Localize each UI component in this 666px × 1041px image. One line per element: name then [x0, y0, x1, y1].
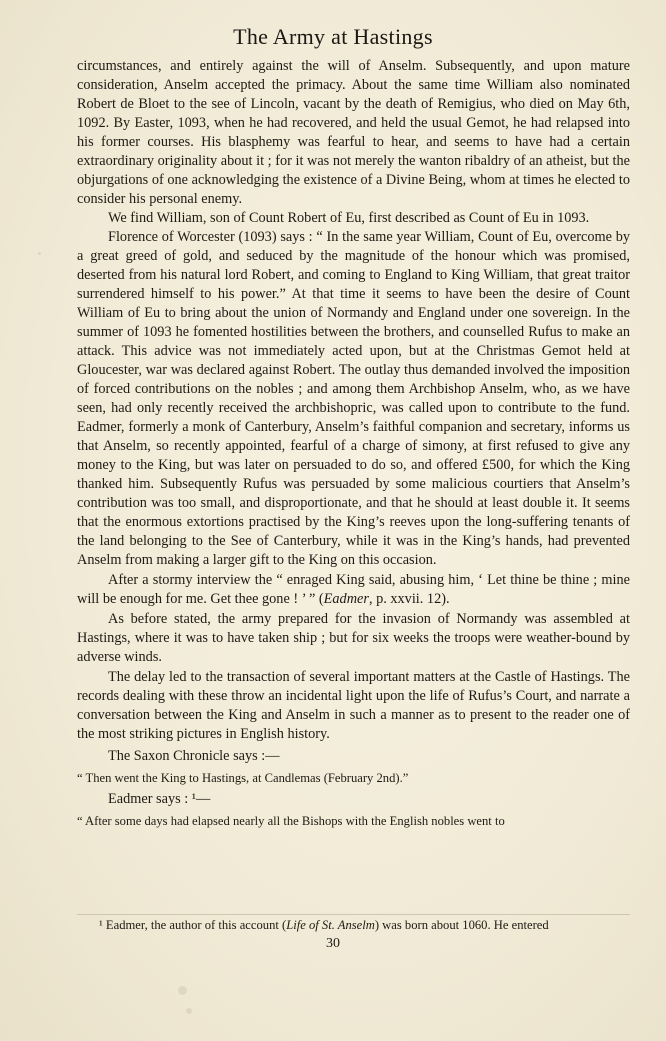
footnote — [77, 917, 630, 934]
footnote-text-after: ) was born about 1060. He entered — [374, 918, 549, 932]
paragraph-4-citation: Eadmer — [323, 591, 369, 607]
footnote-title: Life of St. Anselm — [286, 918, 375, 932]
paragraph-4 — [77, 571, 630, 609]
paragraph-2: We find William, son of Count Robert of Eu, first described as Count of Eu in 1093. — [108, 210, 590, 226]
eadmer-quote: “ After some days had elapsed nearly all the Bishops with the English nobles went to — [77, 814, 505, 828]
paragraph-1: circumstances, and entirely against the will of Anselm. Subsequently, and upon mature consideration, Anselm accepted the primacy. About the same time William also nominated Robert de Bloet to the see of Lincoln, vacant by the death of Remigius, who died on May 6th, 1092. By Easter, 1093, when he had recovered, and held the usual Gemot, he had relapsed into his former courses. His blasphemy was fearful to hear, and seems to have had a certain extraordinary originality about it ; for it was not merely the wanton ribaldry of an atheist, but the objurgations of one acknowledging the existence of a Divine Being, whom at times he elected to consider his personal enemy. — [77, 58, 630, 207]
eadmer-lead: Eadmer says : ¹— — [108, 791, 211, 807]
body-text — [77, 57, 630, 830]
chronicle-lead: The Saxon Chronicle says :— — [108, 748, 280, 764]
paragraph-4-tail: , p. xxvii. 12). — [368, 591, 450, 607]
paragraph-5: As before stated, the army prepared for the invasion of Normandy was assembled at Hastings, where it was to have taken ship ; but for six weeks the troops were weather-bound by adverse winds. — [77, 611, 630, 665]
page-number: 30 — [326, 936, 340, 951]
paragraph-6: The delay led to the transaction of several important matters at the Castle of Hastings. The records dealing with these throw an incidental light upon the life of Rufus’s Court, and narrate a conversation between the King and Anselm in such a manner as to present to the reader one of the most striking pictures in English history. — [77, 669, 630, 742]
paper-speck — [38, 252, 41, 255]
paragraph-4-text: After a stormy interview the “ enraged King said, abusing him, ‘ Let thine be thine ; mine will be enough for me. Get thee gone ! ’ ” ( — [77, 572, 630, 607]
running-title: The Army at Hastings — [233, 24, 433, 49]
footnote-text-before: ¹ Eadmer, the author of this account ( — [99, 918, 287, 932]
paper-speck — [178, 986, 187, 995]
paragraph-3: Florence of Worcester (1093) says : “ In the same year William, Count of Eu, overcome by a great greed of gold, and seduced by the magnitude of the honour which was promised, deserted from his natural lord Robert, and coming to England to King William, that great traitor surrendered himself to his power.” At that time it seems to have been the desire of Count William of Eu to bring about the union of Normandy and England under one sovereign. In the summer of 1093 he fomented hostilities between the brothers, and counselled Rufus to make an attack. This advice was not immediately acted upon, but at the Christmas Gemot held at Gloucester, war was declared against Robert. The outlay thus demanded involved the imposition of forced contributions on the nobles ; and among them Archbishop Anselm, who, as we have seen, had only recently received the archbishopric, was called upon to contribute to the fund. Eadmer, formerly a monk of Canterbury, Anselm’s faithful companion and secretary, informs us that Anselm, so recently appointed, fearful of a charge of simony, at first refused to give any money to the King, but was later on persuaded to do so, and offered £500, for which the King thanked him. Subsequently Rufus was persuaded by some malicious courtiers that Anselm’s contribution was too small, and disproportionate, and that he should at least double it. It seems that the enormous extortions practised by the King’s reeves upon the long-suffering tenants of the land belonging to the See of Canterbury, while it was in the King’s hands, had prevented Anselm from making a larger gift to the King on this occasion. — [77, 229, 630, 568]
chronicle-quote: “ Then went the King to Hastings, at Candlemas (February 2nd).” — [77, 771, 409, 785]
paper-speck — [186, 1008, 192, 1014]
footnote-rule — [77, 914, 630, 915]
